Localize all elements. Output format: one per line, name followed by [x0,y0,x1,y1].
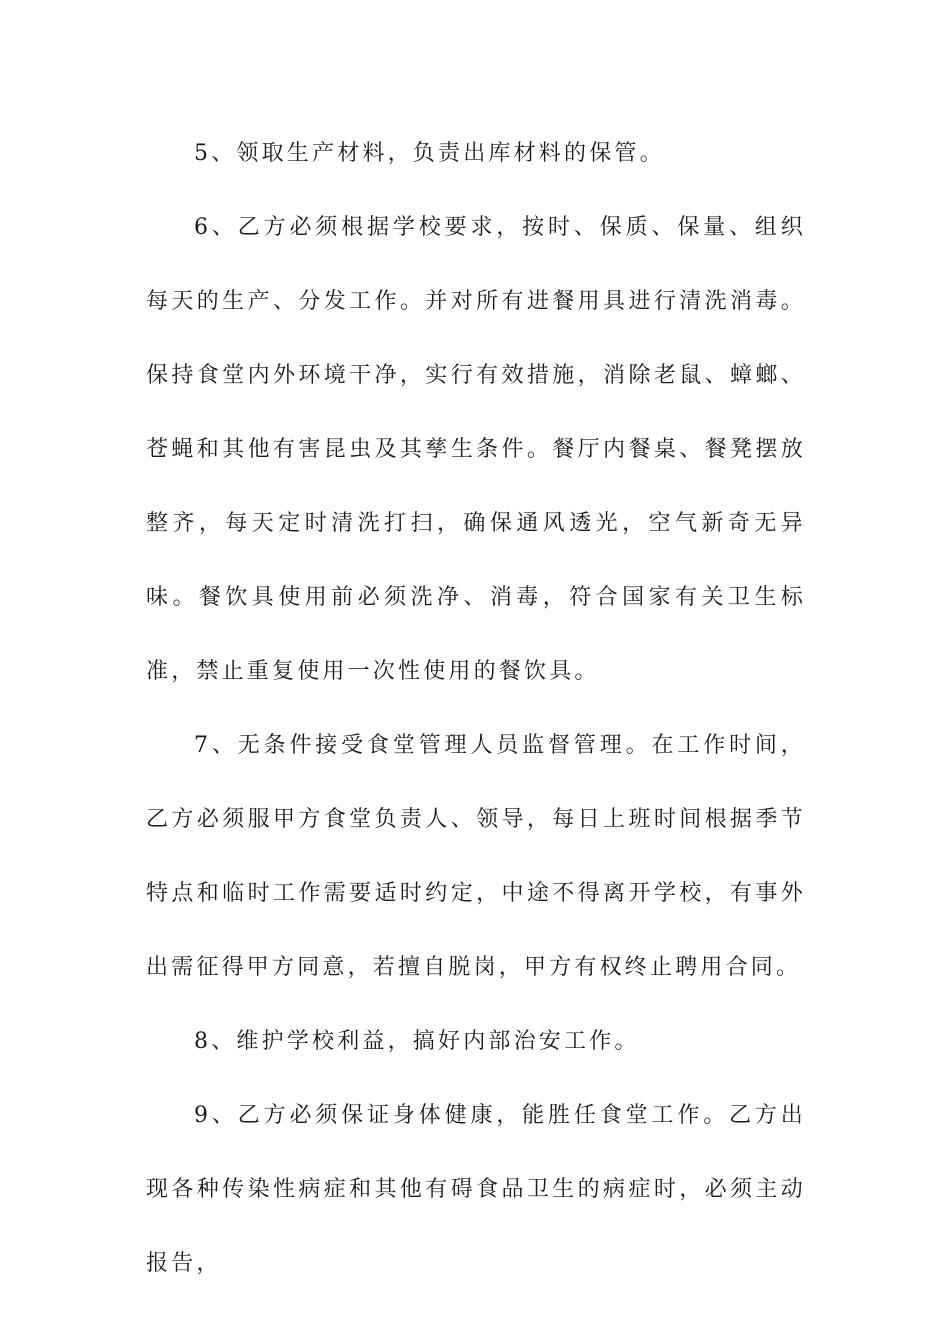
paragraph-item-8: 8、维护学校利益，搞好内部治安工作。 [194,1029,640,1054]
paragraph-item-9: 9、乙方必须保证身体健康，能胜任食堂工作。乙方出现各种传染性病症和其他有碍食品卫生的病症时，必须主动报告， [146,1103,806,1276]
paragraph-item-5: 5、领取生产材料，负责出库材料的保管。 [194,141,665,166]
paragraph-item-6: 6、乙方必须根据学校要求，按时、保质、保量、组织每天的生产、分发工作。并对所有进餐用具进行清洗消毒。保持食堂内外环境干净，实行有效措施，消除老鼠、蟑螂、苍蝇和其他有害昆虫及其孳生条件。餐厅内餐桌、餐凳摆放整齐，每天定时清洗打扫，确保通风透光，空气新奇无异味。餐饮具使用前必须洗净、消毒，符合国家有关卫生标准，禁止重复使用一次性使用的餐饮具。 [146,215,806,684]
paragraph-item-7: 7、无条件接受食堂管理人员监督管理。在工作时间，乙方必须服甲方食堂负责人、领导，每日上班时间根据季节特点和临时工作需要适时约定，中途不得离开学校，有事外出需征得甲方同意，若擅自脱岗，甲方有权终止聘用合同。 [146,733,806,980]
document-body [146,117,806,1301]
